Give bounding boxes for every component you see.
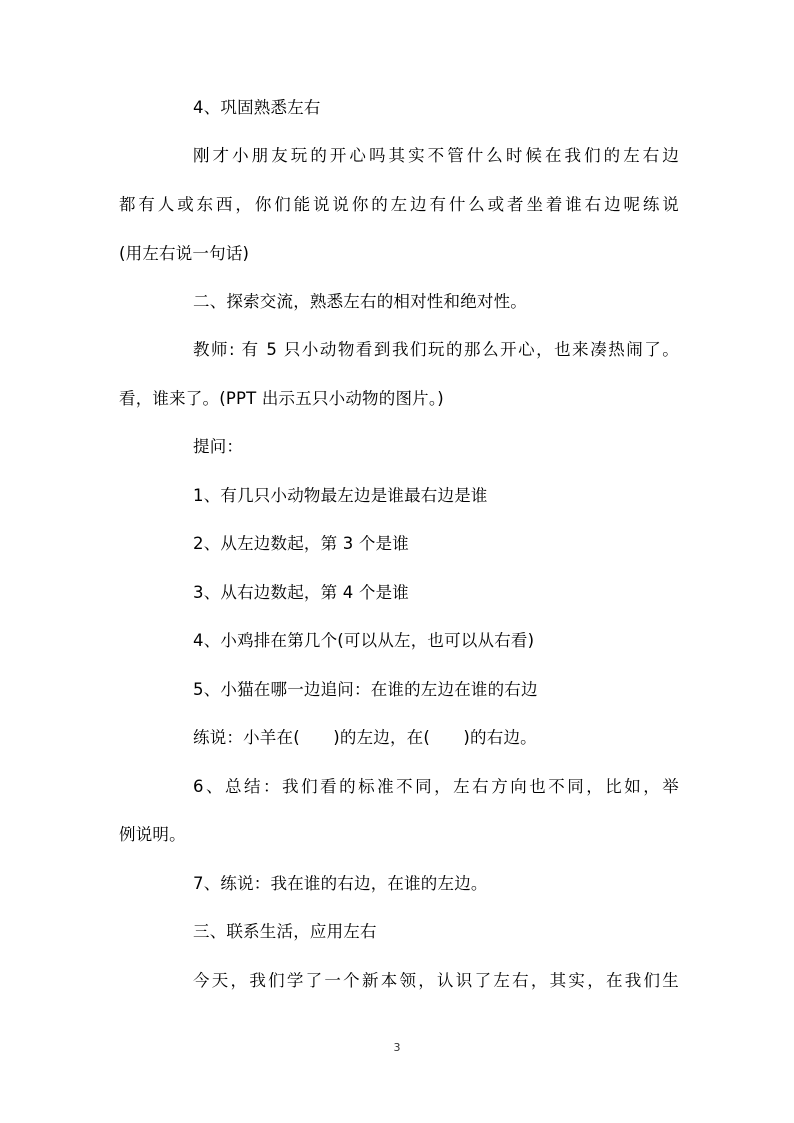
section-heading-explore: 二、探索交流，熟悉左右的相对性和绝对性。	[193, 292, 527, 311]
paragraph-line: 今天，我们学了一个新本领，认识了左右，其实，在我们生	[193, 971, 679, 990]
paragraph-line: 例说明。	[119, 825, 186, 844]
practice-sentence: 练说：小羊在( )的左边，在( )的右边。	[193, 728, 537, 747]
list-item: 2、从左边数起，第 3 个是谁	[193, 534, 409, 553]
heading-consolidate: 4、巩固熟悉左右	[193, 98, 321, 117]
section-heading-apply: 三、联系生活，应用左右	[193, 922, 377, 941]
question-label: 提问：	[193, 437, 244, 456]
list-item: 1、有几只小动物最左边是谁最右边是谁	[193, 486, 488, 505]
list-item: 6、总结：我们看的标准不同，左右方向也不同，比如，举	[193, 777, 679, 796]
paragraph-line: 都有人或东西，你们能说说你的左边有什么或者坐着谁右边呢练说	[119, 195, 679, 214]
list-item: 5、小猫在哪一边追问：在谁的左边在谁的右边	[193, 680, 538, 699]
paragraph-line: 教师: 有 5 只小动物看到我们玩的那么开心，也来凑热闹了。	[193, 340, 679, 359]
paragraph-line: 看，谁来了。(PPT 出示五只小动物的图片。)	[119, 389, 444, 408]
list-item: 3、从右边数起，第 4 个是谁	[193, 583, 409, 602]
paragraph-line: (用左右说一句话)	[119, 244, 250, 263]
paragraph-line: 刚才小朋友玩的开心吗其实不管什么时候在我们的左右边	[193, 146, 679, 165]
page-number: 3	[393, 1041, 401, 1054]
list-item: 4、小鸡排在第几个(可以从左，也可以从右看)	[193, 631, 535, 650]
list-item: 7、练说：我在谁的右边，在谁的左边。	[193, 874, 488, 893]
